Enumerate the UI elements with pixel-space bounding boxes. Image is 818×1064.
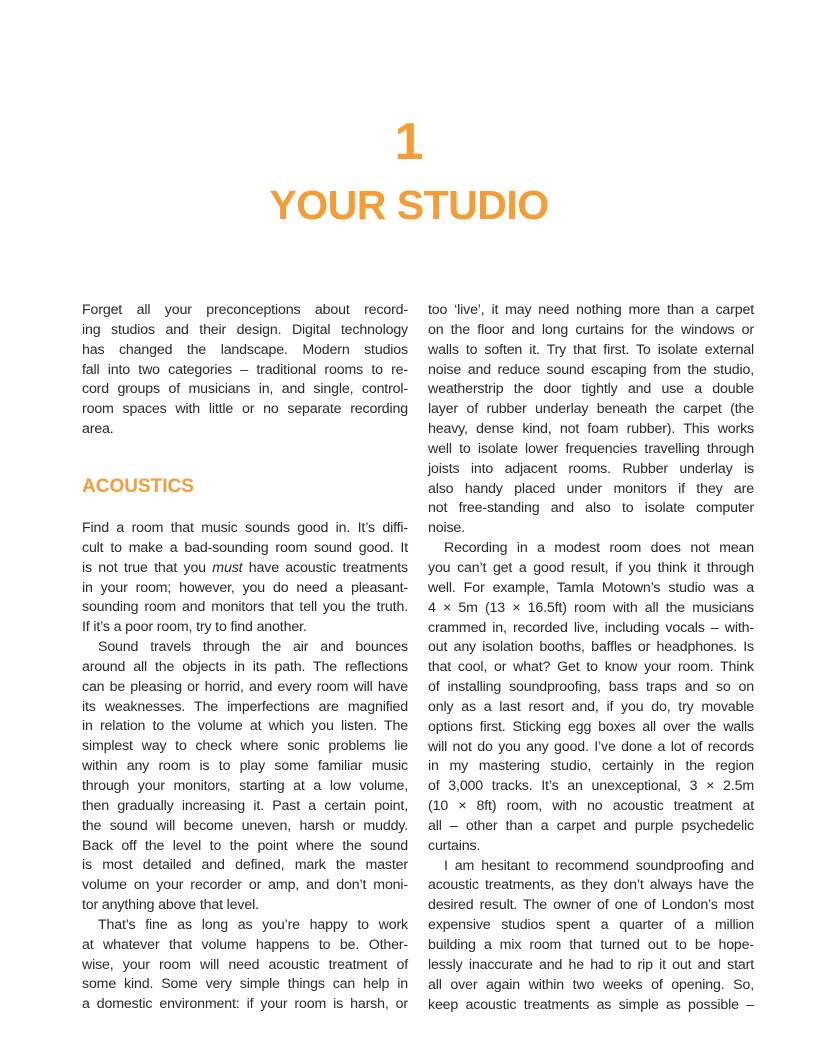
text-line: of installing soundproofing, bass traps and so on: [428, 679, 754, 696]
text-line: well. For example, Tamla Motown’s studio was a: [428, 579, 754, 596]
left-column-text: [82, 519, 408, 1015]
intro-paragraph: [82, 301, 408, 440]
text-line: Forget all your preconceptions about record-: [82, 302, 408, 318]
text-line: has changed the landscape. Modern studios: [82, 341, 408, 358]
text-line: can be pleasing or horrid, and every room will have: [82, 678, 408, 695]
text-line: of 3,000 tracks. It’s an unexceptional, 3 × 2.5m: [428, 778, 754, 795]
text-run: is not true that you: [82, 559, 213, 576]
text-line: in my mastering studio, certainly in the region: [428, 758, 754, 775]
text-run: have acoustic treatments: [242, 559, 408, 576]
text-line: That’s fine as long as you’re happy to work: [98, 916, 408, 933]
text-line: wise, your room will need acoustic treatment of: [82, 956, 408, 973]
text-line: out any isolation booths, baffles or headphones. Is: [428, 639, 754, 656]
text-line: within any room is to play some familiar music: [82, 758, 408, 775]
text-line: room spaces with little or no separate recording: [82, 401, 408, 418]
text-line: Back off the level to the point where the sound: [82, 837, 408, 854]
text-line: walls to soften it. Try that first. To isolate external: [428, 341, 754, 358]
text-line: layer of rubber underlay beneath the carpet (the: [428, 401, 754, 418]
text-line: acoustic treatments, as they don’t always have the: [428, 877, 754, 894]
text-line: fall into two categories – traditional rooms to re-: [82, 361, 408, 378]
text-line: the sound will become uneven, harsh or muddy.: [82, 817, 408, 834]
text-line: [82, 559, 408, 579]
text-line: not free-standing and also to isolate computer: [428, 500, 754, 517]
text-line: a domestic environment: if your room is harsh, or: [82, 996, 408, 1013]
text-line: I am hesitant to recommend soundproofing and: [444, 857, 754, 874]
text-line: Recording in a modest room does not mean: [444, 540, 754, 557]
text-line: that cool, or what? Get to know your room. Think: [428, 659, 754, 676]
text-line: noise and reduce sound escaping from the studio,: [428, 361, 754, 378]
text-line: cult to make a bad-sounding room sound good. It: [82, 539, 408, 556]
text-line: tor anything above that level.: [82, 897, 259, 914]
text-line: (10 × 8ft) room, with no acoustic treatment at: [428, 798, 754, 815]
text-line: Find a room that music sounds good in. It’s diffi-: [82, 520, 408, 536]
text-line: weatherstrip the door tightly and use a double: [428, 381, 754, 398]
text-line: Sound travels through the air and bounces: [98, 639, 408, 656]
text-line: only as a last resort and, if you do, try movable: [428, 698, 754, 715]
text-line: ing studios and their design. Digital technology: [82, 321, 408, 338]
text-line: joists into adjacent rooms. Rubber underlay is: [428, 460, 754, 477]
text-line: If it’s a poor room, try to find another.: [82, 619, 307, 636]
text-line: on the floor and long curtains for the windows or: [428, 321, 754, 338]
text-line: 4 × 5m (13 × 16.5ft) room with all the musicians: [428, 599, 754, 616]
text-line: sounding room and monitors that tell you the truth.: [82, 599, 408, 616]
text-line: heavy, dense kind, not foam rubber). This works: [428, 421, 754, 438]
text-line: then gradually increasing it. Past a certain point,: [82, 797, 408, 814]
text-line: crammed in, recorded live, including vocals – with-: [428, 619, 754, 636]
text-line: lessly inaccurate and he had to rip it out and start: [428, 956, 754, 973]
text-line: building a mix room that turned out to be hope-: [428, 937, 754, 953]
text-line: curtains.: [428, 837, 481, 854]
text-line: well to isolate lower frequencies travelling through: [428, 440, 754, 457]
text-line: options first. Sticking egg boxes all over the walls: [428, 718, 754, 735]
text-line: you can’t get a good result, if you think it through: [428, 559, 754, 576]
text-line: also handy placed under monitors if they are: [428, 480, 754, 497]
text-line: volume on your recorder or amp, and don’t moni-: [82, 877, 408, 894]
text-line: in your room; however, you do need a pleasant-: [82, 579, 408, 596]
text-line: keep acoustic treatments as simple as possible –: [428, 996, 754, 1013]
text-line: noise.: [428, 520, 465, 537]
text-line: is most detailed and defined, mark the master: [82, 857, 408, 874]
text-line: will not do you any good. I’ve done a lot of records: [428, 738, 754, 755]
text-line: cord groups of musicians in, and single, control-: [82, 381, 408, 398]
text-line: some kind. Some very simple things can help in: [82, 976, 408, 993]
text-line: through your monitors, starting at a low volume,: [82, 777, 408, 794]
emphasis-must: must: [212, 559, 243, 576]
text-line: in relation to the volume at which you listen. The: [82, 718, 408, 735]
text-line: expensive studios spent a quarter of a million: [428, 917, 754, 934]
chapter-title: YOUR STUDIO: [269, 182, 549, 228]
text-line: around all the objects in its path. The reflections: [82, 658, 408, 675]
text-line: area.: [82, 421, 114, 438]
chapter-number: 1: [394, 113, 424, 171]
text-line: all – other than a carpet and purple psychedelic: [428, 817, 754, 834]
text-line: all over again within two weeks of opening. So,: [428, 976, 754, 993]
text-line: desired result. The owner of one of London’s most: [428, 897, 754, 914]
text-line: its weaknesses. The imperfections are magnified: [82, 698, 408, 715]
text-line: at whatever that volume happens to be. Other-: [82, 936, 408, 953]
section-heading-acoustics: ACOUSTICS: [82, 476, 194, 497]
text-line: simplest way to check where sonic problems lie: [82, 738, 408, 755]
right-column-text: [428, 301, 754, 1015]
text-line: too ‘live’, it may need nothing more than a carpet: [428, 302, 754, 318]
